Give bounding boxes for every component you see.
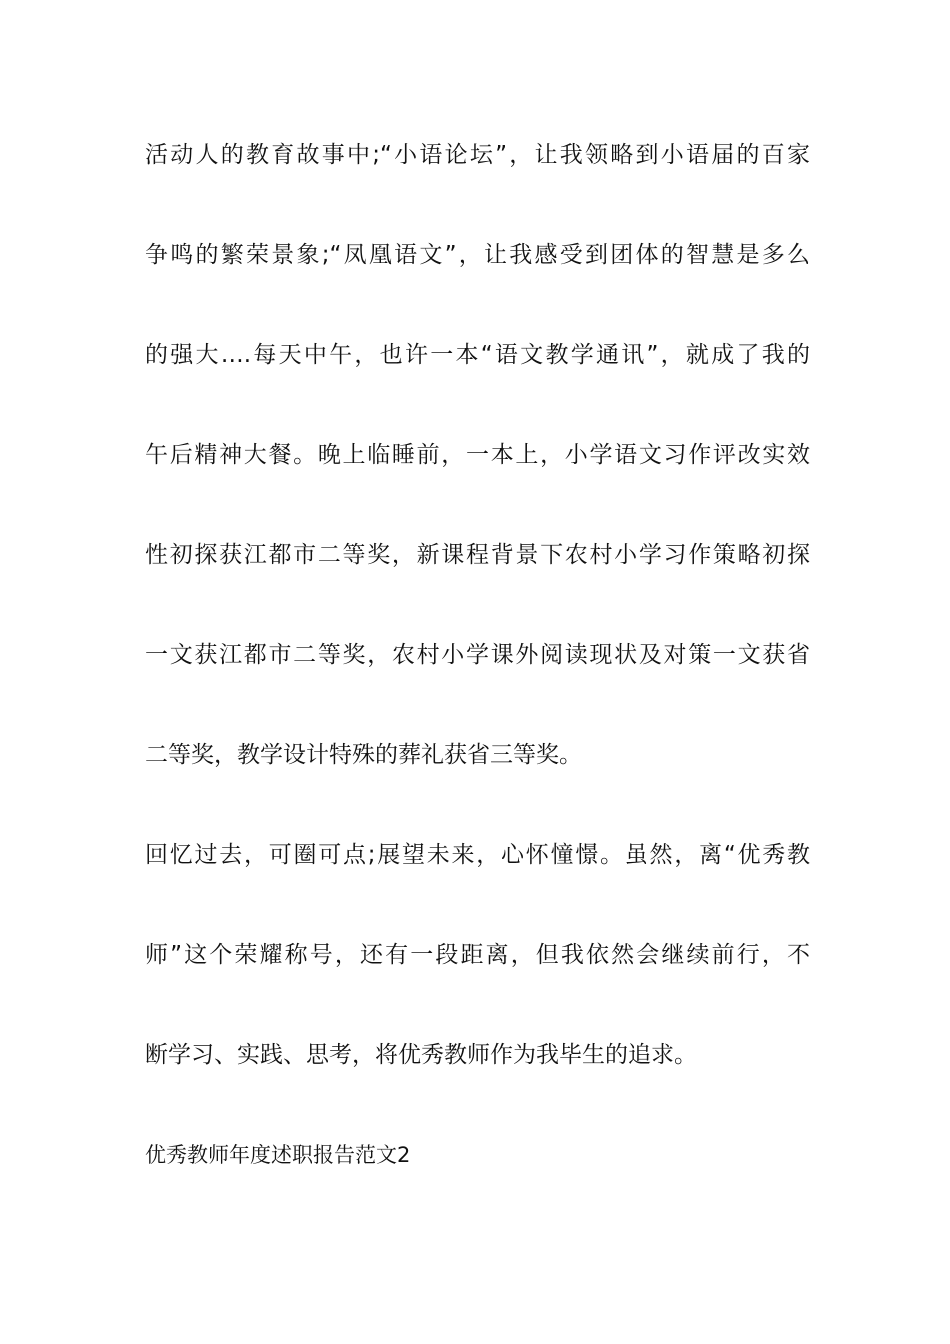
paragraph-line-6: 一文获江都市二等奖，农村小学课外阅读现状及对策一文获省 <box>145 642 810 668</box>
paragraph-line-10: 断学习、实践、思考，将优秀教师作为我毕生的追求。 <box>145 1042 697 1068</box>
paragraph-line-3: 的强大….每天中午，也许一本“语文教学通讯”，就成了我的 <box>145 342 810 368</box>
paragraph-line-8: 回忆过去，可圈可点;展望未来，心怀憧憬。虽然，离“优秀教 <box>145 842 810 868</box>
section-title: 优秀教师年度述职报告范文2 <box>145 1143 411 1167</box>
paragraph-line-1: 活动人的教育故事中;“小语论坛”，让我领略到小语届的百家 <box>145 142 810 168</box>
paragraph-line-7: 二等奖，教学设计特殊的葬礼获省三等奖。 <box>145 742 582 768</box>
paragraph-line-9: 师”这个荣耀称号，还有一段距离，但我依然会继续前行，不 <box>145 942 810 968</box>
paragraph-line-2: 争鸣的繁荣景象;“凤凰语文”，让我感受到团体的智慧是多么 <box>145 242 810 268</box>
paragraph-line-4: 午后精神大餐。晚上临睡前，一本上，小学语文习作评改实效 <box>145 442 810 468</box>
paragraph-line-5: 性初探获江都市二等奖，新课程背景下农村小学习作策略初探 <box>145 542 810 568</box>
